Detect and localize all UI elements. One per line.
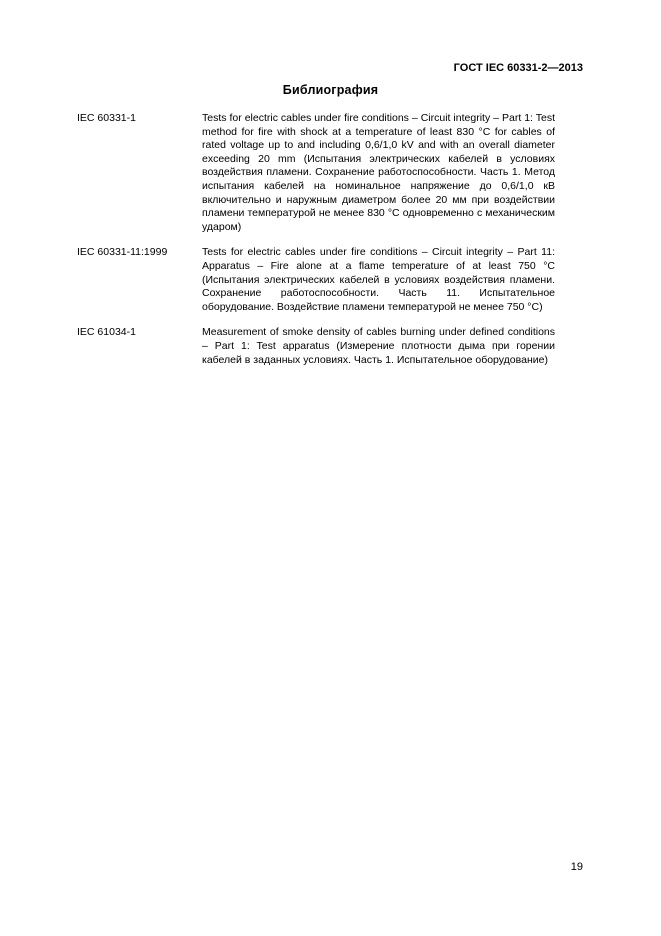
bibliography-list [77,112,555,379]
bibliography-entry [77,112,555,234]
entry-description: Tests for electric cables under fire conditions – Circuit integrity – Part 1: Test method for fire with shock at a temperature of least 830 °C for cables of rated voltage up to and including 0,6/1,0 kV and with an overall diameter exceeding 20 mm (Испытания электрических кабелей в условиях воздействия пламени. Сохранение работоспособности. Часть 1. Метод испытания кабелей на номинальное напряжение до 0,6/1,0 кВ включительно и наружным диаметром более 20 мм при воздействии пламени температурой не менее 830 °С одновременно с механическим ударом) [202,112,555,233]
entry-standard-code: IEC 60331-1 [77,112,136,124]
entry-description: Measurement of smoke density of cables burning under defined conditions – Part 1: Test apparatus (Измерение плотности дыма при горении кабелей в заданных условиях. Часть 1. Испытательное оборудование) [202,326,555,366]
bibliography-entry [77,326,555,367]
entry-description: Tests for electric cables under fire conditions – Circuit integrity – Part 11: Apparatus – Fire alone at a flame temperature of at least 750 °C (Испытания электрических кабелей в условиях воздействия пламени. Сохранение работоспособности. Часть 11. Испытательное оборудование. Воздействие пламени температурой не менее 750 °С) [202,246,555,313]
document-code: ГОСТ IEC 60331-2—2013 [453,62,583,74]
entry-standard-code: IEC 61034-1 [77,326,136,339]
page-number: 19 [570,861,583,873]
bibliography-entry [77,246,555,314]
bibliography-title: Библиография [282,83,379,97]
entry-standard-code: IEC 60331-11:1999 [77,246,168,259]
